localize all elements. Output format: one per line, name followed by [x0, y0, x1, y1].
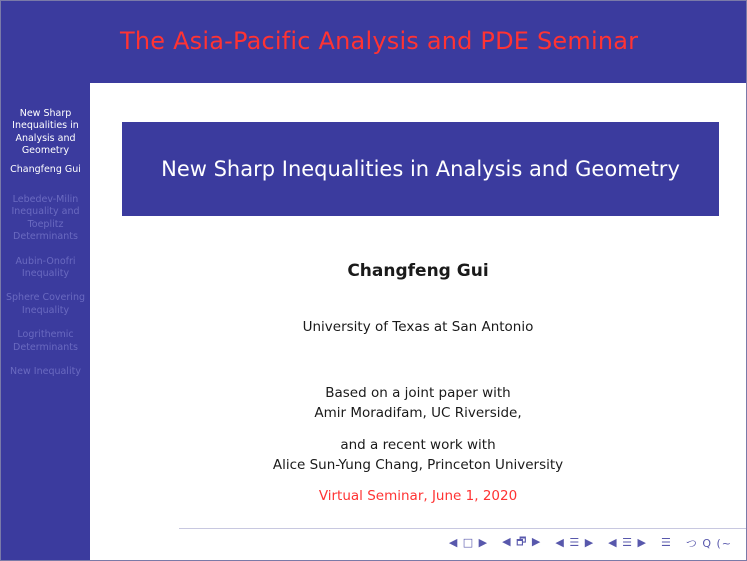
- credits-line-3: and a recent work with: [340, 437, 496, 453]
- seminar-date: Virtual Seminar, June 1, 2020: [318, 488, 518, 504]
- title-banner: [122, 122, 719, 216]
- sidebar-item-lebedev-milin[interactable]: Lebedev-Milin Inequality and Toeplitz Determinants: [11, 194, 80, 243]
- slide-title: New Sharp Inequalities in Analysis and Geometry: [161, 156, 680, 181]
- sidebar-item-changfeng-gui[interactable]: Changfeng Gui: [10, 163, 81, 175]
- slide-content: [90, 83, 746, 560]
- author-name: Changfeng Gui: [347, 261, 489, 281]
- slide-header: [1, 1, 746, 83]
- nav-back-icon[interactable]: ◀ ☰ ▶: [555, 536, 595, 549]
- credits-block-1: [90, 383, 746, 423]
- seminar-title: The Asia-Pacific Analysis and PDE Seminar: [120, 27, 639, 55]
- nav-forward-icon[interactable]: ◀ ☰ ▶: [608, 536, 647, 549]
- nav-first-icon[interactable]: ◀ □ ▶: [448, 536, 489, 549]
- footer-divider: [179, 528, 746, 529]
- slide-navigation-bar: [449, 533, 732, 552]
- credits-line-2: Amir Moradifam, UC Riverside,: [314, 405, 522, 421]
- author-affiliation: University of Texas at San Antonio: [302, 319, 534, 335]
- nav-prev-icon[interactable]: ◀ 🗗 ▶: [502, 535, 542, 548]
- nav-current-icon[interactable]: ☰: [660, 536, 672, 549]
- credits-line-1: Based on a joint paper with: [325, 385, 511, 401]
- sidebar-item-logrithemic-determinants[interactable]: Logrithemic Determinants: [13, 329, 78, 353]
- credits-block-2: [90, 435, 746, 475]
- sidebar-navigation: [1, 83, 90, 560]
- sidebar-item-new-sharp-inequalities[interactable]: New Sharp Inequalities in Analysis and Geometry: [12, 108, 79, 157]
- nav-last-icon[interactable]: つ Q (~: [685, 536, 732, 550]
- sidebar-item-new-inequality[interactable]: New Inequality: [10, 366, 81, 378]
- sidebar-item-sphere-covering[interactable]: Sphere Covering Inequality: [6, 292, 85, 316]
- sidebar-item-aubin-onofri[interactable]: Aubin-Onofri Inequality: [15, 255, 76, 280]
- table-of-contents: [1, 108, 90, 391]
- credits-line-4: Alice Sun-Yung Chang, Princeton University: [272, 457, 564, 473]
